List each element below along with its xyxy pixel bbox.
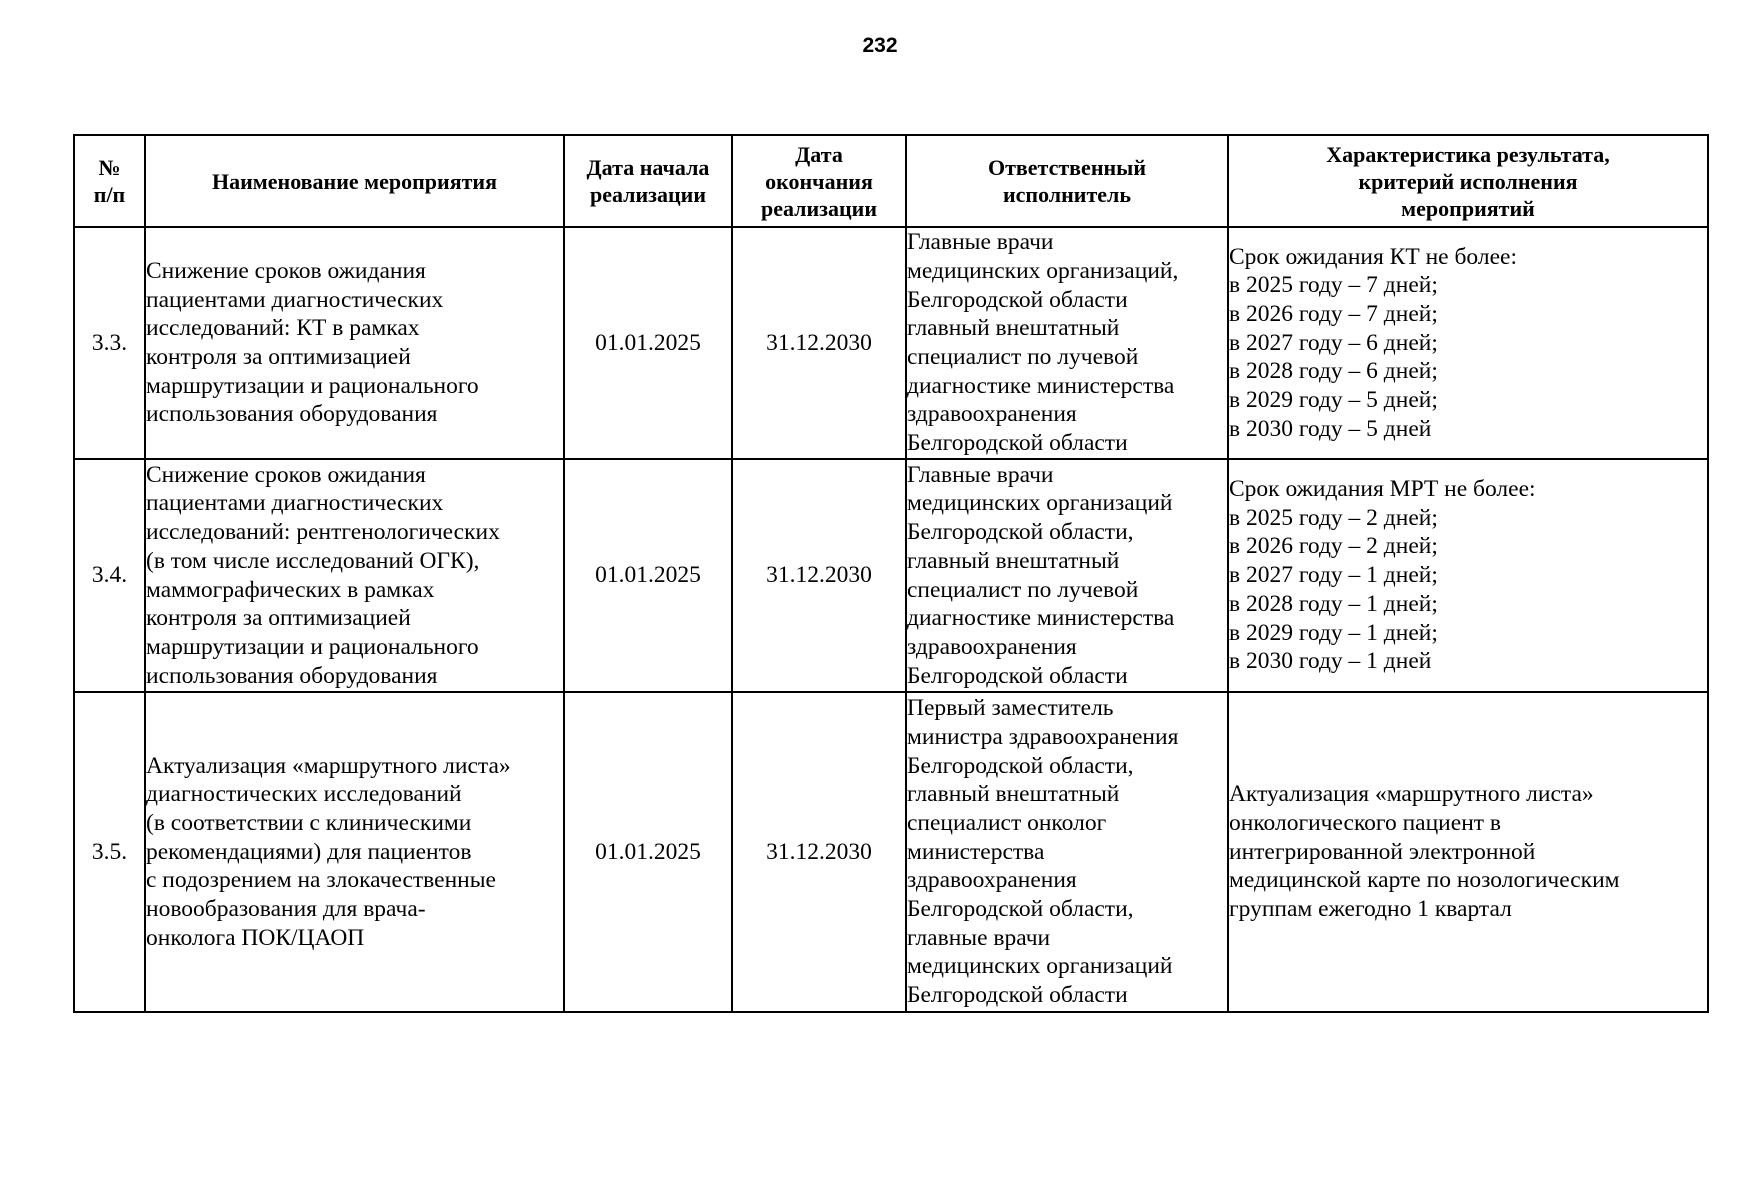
header-end-date: Дата окончания реализации bbox=[732, 135, 906, 227]
result-criteria: Срок ожидания КТ не более: в 2025 году – 7 дней; в 2026 году – 7 дней; в 2027 году – 6 дней; в 2028 году – 6 дней; в 2029 году – 5 дней; в 2030 году – 5 дней bbox=[1228, 227, 1708, 459]
row-number: 3.5. bbox=[74, 692, 145, 1012]
start-date: 01.01.2025 bbox=[564, 227, 732, 459]
end-date: 31.12.2030 bbox=[732, 227, 906, 459]
measure-name: Актуализация «маршрутного листа» диагностических исследований (в соответствии с клиническими рекомендациями) для пациентов с подозрением на злокачественные новообразования для врача- онколога ПОК/ЦАОП bbox=[145, 692, 564, 1012]
result-criteria: Срок ожидания МРТ не более: в 2025 году – 2 дней; в 2026 году – 2 дней; в 2027 году – 1 дней; в 2028 году – 1 дней; в 2029 году – 1 дней; в 2030 году – 1 дней bbox=[1228, 459, 1708, 692]
measure-name: Снижение сроков ожидания пациентами диагностических исследований: КТ в рамках контроля за оптимизацией маршрутизации и рационального использования оборудования bbox=[145, 227, 564, 459]
start-date: 01.01.2025 bbox=[564, 692, 732, 1012]
header-start-date: Дата начала реализации bbox=[564, 135, 732, 227]
row-number: 3.3. bbox=[74, 227, 145, 459]
end-date: 31.12.2030 bbox=[732, 692, 906, 1012]
result-criteria: Актуализация «маршрутного листа» онкологического пациент в интегрированной электронной медицинской карте по нозологическим группам ежегодно 1 квартал bbox=[1228, 692, 1708, 1012]
table-row bbox=[74, 692, 1708, 1012]
table-row bbox=[74, 459, 1708, 692]
end-date: 31.12.2030 bbox=[732, 459, 906, 692]
table-header-row bbox=[74, 135, 1708, 227]
row-number: 3.4. bbox=[74, 459, 145, 692]
header-number: № п/п bbox=[74, 135, 145, 227]
responsible-executor: Первый заместитель министра здравоохранения Белгородской области, главный внештатный специалист онколог министерства здравоохранения Белгородской области, главные врачи медицинских организаций Белгородской области bbox=[906, 692, 1228, 1012]
start-date: 01.01.2025 bbox=[564, 459, 732, 692]
header-result: Характеристика результата, критерий исполнения мероприятий bbox=[1228, 135, 1708, 227]
responsible-executor: Главные врачи медицинских организаций Белгородской области, главный внештатный специалист по лучевой диагностике министерства здравоохранения Белгородской области bbox=[906, 459, 1228, 692]
responsible-executor: Главные врачи медицинских организаций, Белгородской области главный внештатный специалист по лучевой диагностике министерства здравоохранения Белгородской области bbox=[906, 227, 1228, 459]
header-responsible: Ответственный исполнитель bbox=[906, 135, 1228, 227]
header-measure-name: Наименование мероприятия bbox=[145, 135, 564, 227]
measure-name: Снижение сроков ожидания пациентами диагностических исследований: рентгенологических (в том числе исследований ОГК), маммографических в рамках контроля за оптимизацией маршрутизации и рационального использования оборудования bbox=[145, 459, 564, 692]
page-number: 232 bbox=[862, 34, 898, 57]
measures-table bbox=[73, 134, 1709, 1013]
table-row bbox=[74, 227, 1708, 459]
